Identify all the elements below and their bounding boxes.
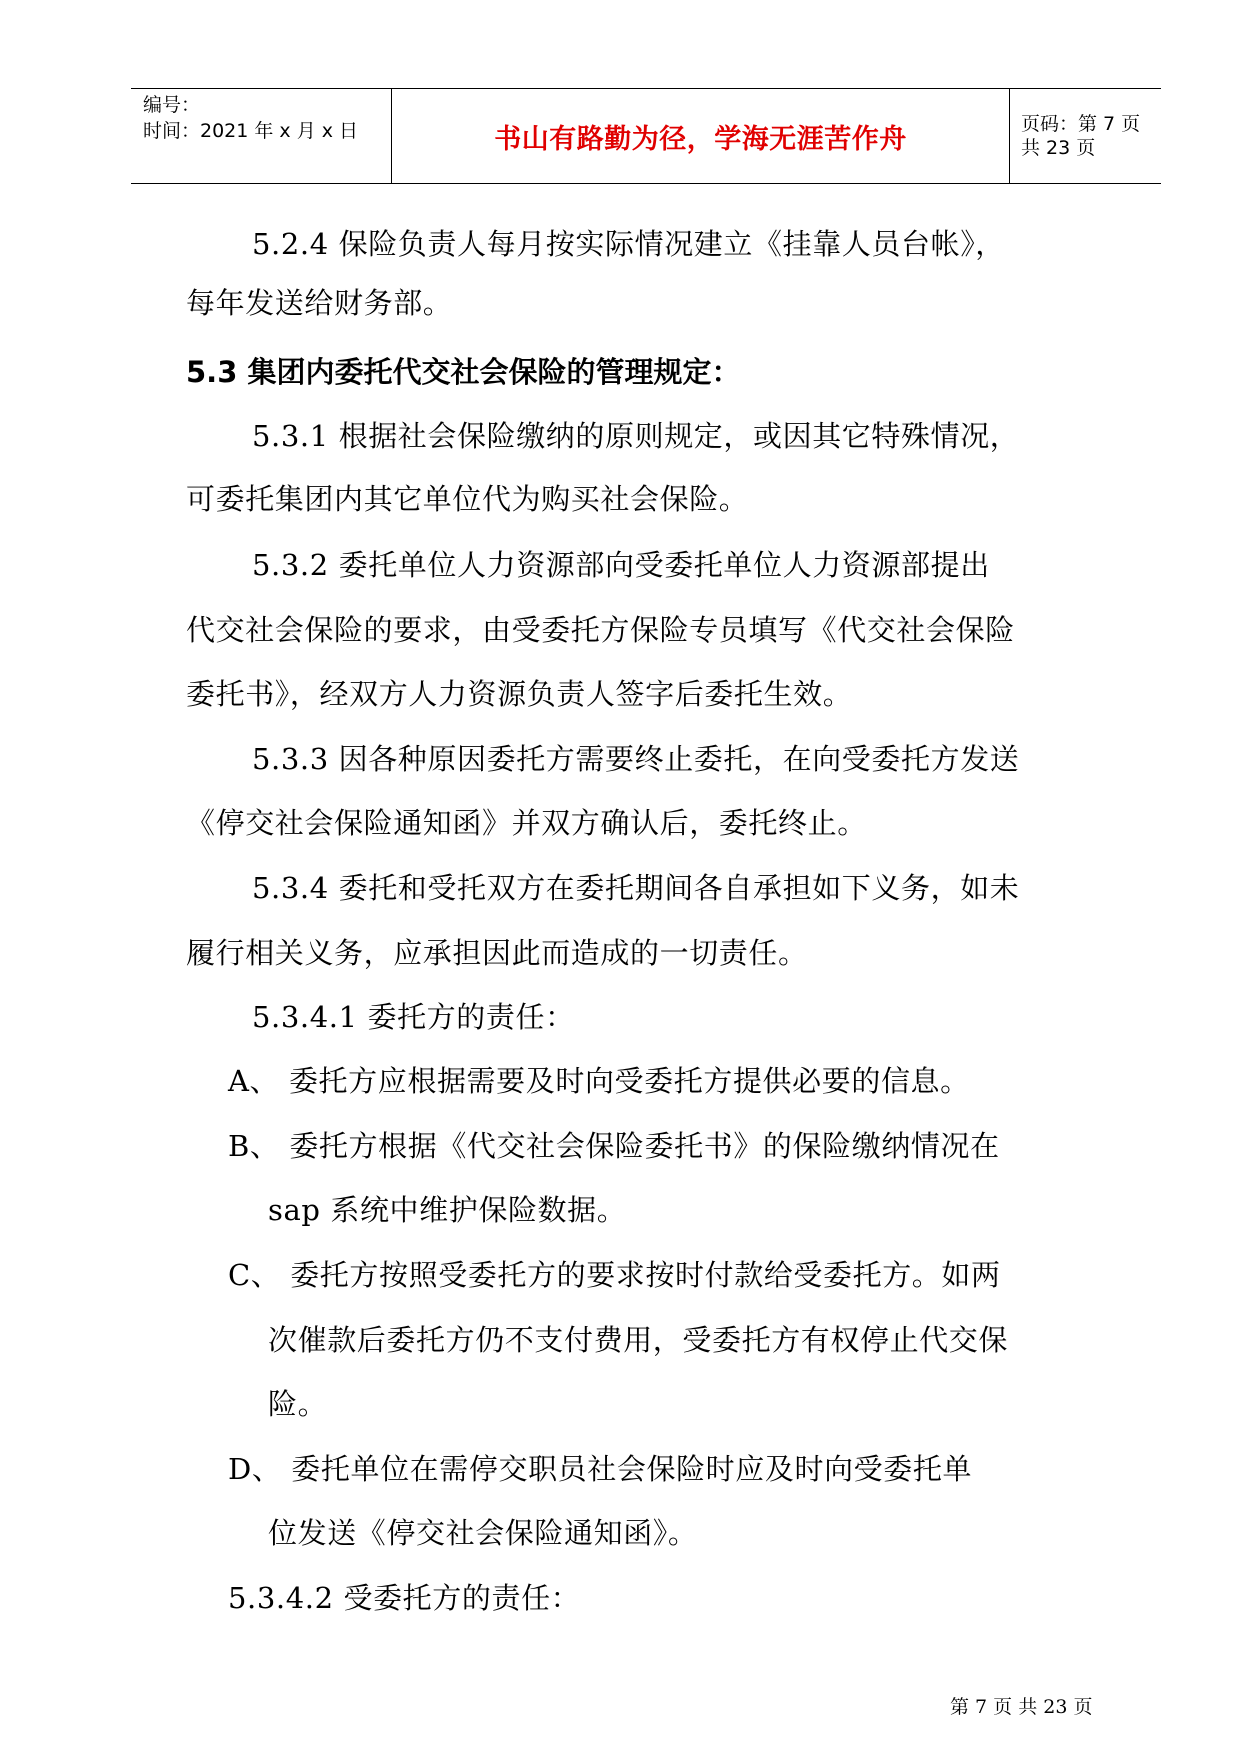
list-item-d: D、 委托单位在需停交职员社会保险时应及时向受委托单 [228, 1452, 973, 1486]
paragraph-line: 可委托集团内其它单位代为购买社会保险。 [186, 482, 749, 516]
paragraph-line: 委托书》，经双方人力资源负责人签字后委托生效。 [186, 677, 853, 711]
header-right-cell [1009, 89, 1161, 183]
list-item-c-continued: 险。 [268, 1387, 328, 1421]
list-item-b: B、 委托方根据《代交社会保险委托书》的保险缴纳情况在 [228, 1129, 1000, 1163]
page-footer: 第 7 页 共 23 页 [950, 1696, 1093, 1718]
document-number-label: 编号： [143, 94, 201, 116]
paragraph-line: 5.3.3 因各种原因委托方需要终止委托，在向受委托方发送 [252, 742, 1020, 776]
paragraph-line: 5.3.1 根据社会保险缴纳的原则规定，或因其它特殊情况， [252, 419, 1020, 453]
paragraph-line: 每年发送给财务部。 [186, 286, 453, 320]
list-item-a: A、 委托方应根据需要及时向受委托方提供必要的信息。 [228, 1064, 970, 1098]
paragraph-line: 《停交社会保险通知函》并双方确认后，委托终止。 [186, 806, 867, 840]
list-item-c-continued: 次催款后委托方仍不支付费用，受委托方有权停止代交保 [268, 1323, 1009, 1357]
paragraph-line: 5.2.4 保险负责人每月按实际情况建立《挂靠人员台帐》， [252, 227, 1005, 261]
paragraph-line: 代交社会保险的要求，由受委托方保险专员填写《代交社会保险 [186, 613, 1015, 647]
subsection-heading: 5.3.4.1 委托方的责任： [252, 1000, 575, 1034]
subsection-heading: 5.3.4.2 受委托方的责任： [228, 1581, 581, 1615]
list-item-c: C、 委托方按照受委托方的要求按时付款给受委托方。如两 [228, 1258, 1001, 1292]
section-heading: 5.3 集团内委托代交社会保险的管理规定： [186, 355, 741, 389]
header-middle-cell [391, 89, 1010, 183]
paragraph-line: 5.3.4 委托和受托双方在委托期间各自承担如下义务，如未 [252, 871, 1020, 905]
header-page-info: 页码：第 7 页 共 23 页 [1021, 113, 1141, 159]
document-time-label: 时间：2021 年 x 月 x 日 [143, 120, 359, 142]
paragraph-line: 5.3.2 委托单位人力资源部向受委托单位人力资源部提出 [252, 548, 990, 582]
header-left-cell [131, 89, 391, 183]
page-header [131, 88, 1161, 184]
list-item-d-continued: 位发送《停交社会保险通知函》。 [268, 1516, 698, 1550]
paragraph-line: 履行相关义务，应承担因此而造成的一切责任。 [186, 936, 808, 970]
list-item-b-continued: sap 系统中维护保险数据。 [268, 1193, 627, 1227]
header-motto: 书山有路勤为径，学海无涯苦作舟 [494, 123, 907, 155]
